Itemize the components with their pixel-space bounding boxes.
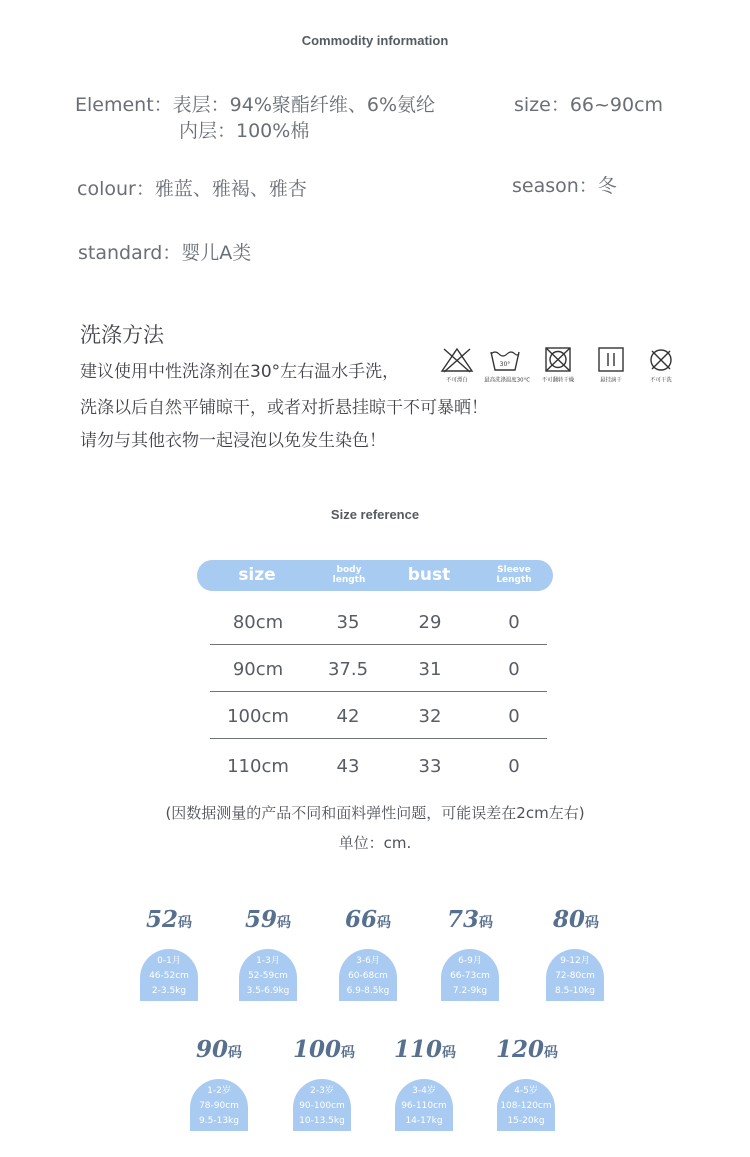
code-badge-110: [395, 1079, 453, 1131]
badge-age: 1-2岁: [207, 1086, 231, 1096]
cell-sleeve-length: 0: [508, 612, 520, 633]
colour-text: colour：雅蓝、雅褐、雅杏: [77, 178, 307, 200]
code-badge-120: [497, 1079, 555, 1131]
code-title-120: [472, 1036, 582, 1063]
cell-size: 90cm: [232, 659, 284, 680]
table-row: [210, 601, 547, 645]
code-badge-90: [190, 1079, 248, 1131]
badge-weight: 3.5-6.9kg: [246, 986, 290, 996]
cell-body-length: 35: [336, 612, 360, 633]
washing-title: 洗涤方法: [80, 323, 164, 347]
cell-bust: 31: [418, 659, 442, 680]
code-unit: 码: [442, 1045, 456, 1061]
code-unit: 码: [479, 915, 493, 931]
badge-age: 9-12月: [560, 956, 590, 966]
table-row: [210, 745, 547, 789]
washing-line-3: 请勿与其他衣物一起浸泡以免发生染色！: [80, 431, 386, 451]
wash-30-icon: [482, 347, 531, 384]
code-unit: 码: [178, 915, 192, 931]
badge-height: 108-120cm: [500, 1101, 552, 1111]
cell-sleeve-length: 0: [508, 756, 520, 777]
code-unit: 码: [585, 915, 599, 931]
hang-dry-caption: 悬挂滴干: [600, 376, 622, 384]
wash-temp-label: 30°: [499, 361, 511, 368]
table-row: [210, 648, 547, 692]
commodity-heading: Commodity information: [301, 33, 449, 48]
element-row: [75, 90, 435, 117]
washing-line-1: 建议使用中性洗涤剂在30°左右温水手洗，: [80, 362, 400, 382]
badge-height: 52-59cm: [248, 971, 288, 981]
code-badge-73: [441, 949, 499, 1001]
code-unit: 码: [228, 1045, 242, 1061]
badge-age: 3-4岁: [412, 1086, 436, 1096]
code-title-66: [313, 906, 423, 933]
code-number: 110: [393, 1036, 442, 1063]
badge-age: 6-9月: [458, 956, 482, 966]
badge-age: 3-6月: [356, 956, 380, 966]
code-badge-52: [140, 949, 198, 1001]
cell-sleeve-length: 0: [508, 706, 520, 727]
no-bleach-caption: 不可漂白: [446, 376, 468, 384]
code-number: 90: [195, 1036, 228, 1063]
code-title-52: [114, 906, 224, 933]
badge-weight: 10-13.5kg: [299, 1116, 345, 1126]
badge-age: 2-3岁: [310, 1086, 334, 1096]
badge-age: 0-1月: [157, 956, 181, 966]
element-outer: 表层：94%聚酯纤维、6%氨纶: [172, 94, 436, 116]
no-dry-clean-caption: 不可干洗: [650, 376, 672, 384]
hang-dry-icon: [588, 347, 634, 384]
badge-height: 66-73cm: [450, 971, 490, 981]
code-unit: 码: [377, 915, 391, 931]
code-number: 66: [344, 906, 377, 933]
badge-height: 78-90cm: [199, 1101, 239, 1111]
cell-sleeve-length: 0: [508, 659, 520, 680]
badge-weight: 8.5-10kg: [555, 986, 595, 996]
code-number: 73: [446, 906, 479, 933]
badge-weight: 2-3.5kg: [151, 986, 187, 996]
badge-height: 90-100cm: [299, 1101, 345, 1111]
header-body-length: body length: [332, 565, 366, 585]
code-number: 52: [145, 906, 178, 933]
cell-size: 80cm: [232, 612, 284, 633]
badge-weight: 15-20kg: [507, 1116, 545, 1126]
code-badge-100: [293, 1079, 351, 1131]
code-unit: 码: [544, 1045, 558, 1061]
badge-weight: 14-17kg: [405, 1116, 443, 1126]
code-title-90: [164, 1036, 274, 1063]
cell-body-length: 43: [336, 756, 360, 777]
code-title-59: [213, 906, 323, 933]
code-number: 59: [244, 906, 277, 933]
code-number: 100: [292, 1036, 341, 1063]
element-inner: 内层：100%棉: [179, 120, 310, 142]
code-title-80: [521, 906, 631, 933]
code-number: 120: [495, 1036, 544, 1063]
no-tumble-dry-caption: 不可翻转干燥: [541, 376, 575, 384]
size-table-header: [197, 560, 553, 591]
code-badge-80: [546, 949, 604, 1001]
wash-30-caption: 最高洗涤温度30°C: [484, 376, 531, 384]
cell-body-length: 37.5: [327, 659, 369, 680]
cell-bust: 33: [418, 756, 442, 777]
size-range: size：66~90cm: [514, 94, 664, 116]
header-size: size: [238, 565, 276, 585]
header-bust: bust: [407, 565, 451, 585]
table-row: [210, 695, 547, 739]
cell-size: 100cm: [227, 706, 289, 727]
no-dry-clean-icon: [638, 347, 684, 384]
cell-size: 110cm: [227, 756, 289, 777]
standard-text: standard：婴儿A类: [78, 242, 252, 264]
code-badge-66: [339, 949, 397, 1001]
code-title-110: [370, 1036, 480, 1063]
season-text: season：冬: [512, 175, 617, 197]
code-unit: 码: [341, 1045, 355, 1061]
badge-height: 72-80cm: [555, 971, 595, 981]
code-title-100: [269, 1036, 379, 1063]
badge-weight: 9.5-13kg: [199, 1116, 239, 1126]
row-divider: [210, 644, 547, 646]
code-title-73: [415, 906, 525, 933]
no-bleach-icon: [434, 347, 480, 384]
badge-height: 60-68cm: [348, 971, 388, 981]
no-tumble-dry-icon: [535, 347, 581, 384]
code-number: 80: [552, 906, 585, 933]
badge-weight: 7.2-9kg: [452, 986, 488, 996]
code-unit: 码: [277, 915, 291, 931]
row-divider: [210, 691, 547, 693]
badge-height: 96-110cm: [401, 1101, 447, 1111]
cell-bust: 32: [418, 706, 442, 727]
badge-height: 46-52cm: [149, 971, 189, 981]
header-sleeve-length: Sleeve Length: [496, 565, 532, 585]
unit-note: 单位：cm.: [338, 834, 412, 852]
element-label: Element：: [75, 94, 173, 116]
cell-bust: 29: [418, 612, 442, 633]
size-reference-heading: Size reference: [330, 507, 420, 522]
code-badge-59: [239, 949, 297, 1001]
washing-line-2: 洗涤以后自然平铺晾干，或者对折悬挂晾干不可暴晒！: [80, 398, 488, 418]
badge-age: 1-3月: [256, 956, 280, 966]
measurement-note: (因数据测量的产品不同和面料弹性问题，可能误差在2cm左右): [165, 804, 585, 822]
badge-weight: 6.9-8.5kg: [346, 986, 390, 996]
cell-body-length: 42: [336, 706, 360, 727]
row-divider: [210, 738, 547, 740]
badge-age: 4-5岁: [514, 1086, 538, 1096]
